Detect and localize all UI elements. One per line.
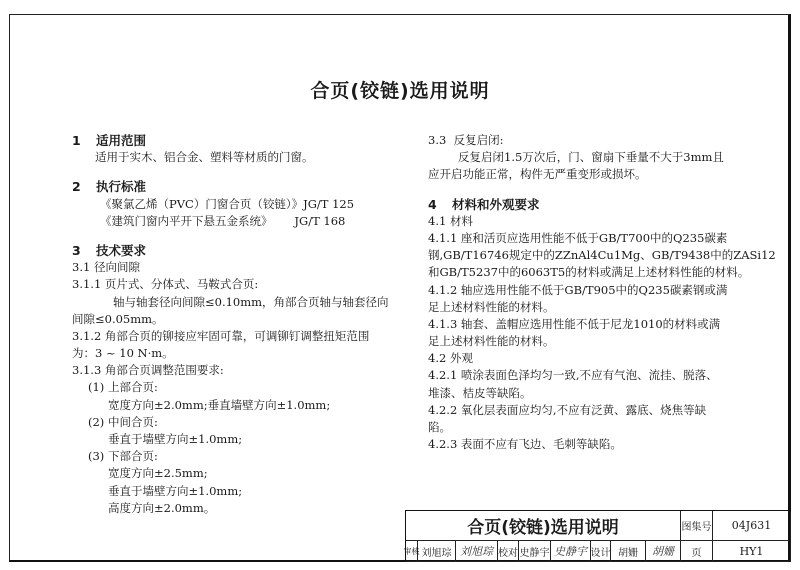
section-number: 1 bbox=[72, 133, 81, 148]
section-heading-scope bbox=[72, 132, 402, 149]
text-line: 垂直于墙壁方向±1.0mm; bbox=[108, 432, 243, 446]
design-label: 设计 bbox=[591, 541, 611, 562]
atlas-number: 04J631 bbox=[713, 511, 791, 541]
section-number: 3 bbox=[72, 242, 81, 258]
page-label: 页 bbox=[681, 541, 713, 562]
review-label: 审核 bbox=[406, 541, 418, 562]
section-number: 2 bbox=[72, 179, 81, 195]
text-line: 堆漆、桔皮等缺陷。 bbox=[428, 385, 532, 400]
proof-label: 校对 bbox=[498, 541, 519, 562]
section-title: 技术要求 bbox=[96, 242, 147, 258]
text-line: 《建筑门窗内平开下悬五金系统》 JG/T 168 bbox=[100, 213, 346, 228]
text-line: 4.1.1 座和活页应选用性能不低于GB/T700中的Q235碳素 bbox=[428, 230, 728, 245]
title-block-title: 合页(铰链)选用说明 bbox=[406, 511, 681, 541]
section-heading-materials bbox=[428, 196, 788, 213]
text-line: 4.1.3 轴套、盖帽应选用性能不低于尼龙1010的材料或满 bbox=[428, 316, 721, 331]
text-line: 3.3 反复启闭: bbox=[428, 133, 504, 147]
text-line: 为：3 ~ 10 N·m。 bbox=[72, 346, 174, 361]
section-heading-standards bbox=[72, 178, 402, 195]
proofreader-signature: 史静宇 bbox=[551, 541, 591, 562]
text-line: 宽度方向±2.5mm; bbox=[108, 466, 208, 481]
section-title: 适用范围 bbox=[96, 133, 147, 148]
text-line: 4.1 材料 bbox=[428, 213, 473, 228]
text-line: 间隙≤0.05mm。 bbox=[72, 311, 164, 326]
proofreader-name: 史静宇 bbox=[519, 541, 551, 562]
section-title: 执行标准 bbox=[96, 179, 147, 195]
text-line: (3) 下部合页: bbox=[88, 449, 158, 464]
designer-name: 胡姗 bbox=[611, 541, 646, 562]
section-number: 4 bbox=[428, 196, 437, 212]
reviewer-name: 刘旭琮 bbox=[418, 541, 456, 562]
text-line: 宽度方向±2.0mm;垂直墙壁方向±1.0mm; bbox=[108, 397, 331, 412]
page-title: 合页(铰链)选用说明 bbox=[310, 80, 490, 102]
text-line: (1) 上部合页: bbox=[88, 380, 158, 395]
text-line: 3.1 径向间隙 bbox=[72, 260, 140, 275]
reviewer-signature: 刘旭琮 bbox=[456, 541, 498, 562]
text-line: 和GB/T5237中的6063T5的材料或满足上述材料性能的材料。 bbox=[428, 265, 750, 280]
page-number: HY1 bbox=[713, 541, 791, 562]
atlas-label: 图集号 bbox=[681, 511, 713, 541]
text-line: 足上述材料性能的材料。 bbox=[428, 299, 555, 314]
section-title: 材料和外观要求 bbox=[452, 196, 540, 212]
title-block bbox=[405, 510, 790, 561]
text-line: 足上述材料性能的材料。 bbox=[428, 334, 555, 349]
text-line: 应开启功能正常，构件无严重变形或损坏。 bbox=[428, 167, 647, 182]
text-line: 3.1.3 角部合页调整范围要求: bbox=[72, 363, 224, 378]
text-line: 3.1.1 页片式、分体式、马鞍式合页: bbox=[72, 277, 259, 292]
text-line: 垂直于墙壁方向±1.0mm; bbox=[108, 483, 243, 498]
text-line: 陷。 bbox=[428, 420, 451, 434]
text-line: 4.2.3 表面不应有飞边、毛刺等缺陷。 bbox=[428, 437, 622, 452]
text-line: 4.2.2 氧化层表面应均匀,不应有泛黄、露底、烧焦等缺 bbox=[428, 402, 707, 417]
text-line: 3.1.2 角部合页的铆接应牢固可靠，可调铆钉调整扭矩范围 bbox=[72, 328, 370, 343]
section-heading-technical bbox=[72, 242, 402, 259]
text-line: (2) 中间合页: bbox=[88, 414, 158, 429]
designer-signature: 胡姗 bbox=[646, 541, 681, 562]
text-line: 4.2.1 喷涂表面色泽均匀一致,不应有气泡、流挂、脱落、 bbox=[428, 368, 718, 383]
text-line: 钢,GB/T16746规定中的ZZnAl4Cu1Mg、GB/T9438中的ZASi12 bbox=[428, 248, 776, 263]
text-line: 4.1.2 轴应选用性能不低于GB/T905中的Q235碳素钢或满 bbox=[428, 282, 728, 297]
text-line: 高度方向±2.0mm。 bbox=[108, 500, 216, 515]
left-column bbox=[72, 132, 402, 517]
text-line: 适用于实木、铝合金、塑料等材质的门窗。 bbox=[95, 150, 314, 165]
text-line: 反复启闭1.5万次后，门、窗扇下垂量不大于3mm且 bbox=[458, 150, 724, 165]
text-line: 《聚氯乙烯（PVC）门窗合页（铰链）》JG/T 125 bbox=[100, 196, 355, 211]
right-column bbox=[428, 132, 788, 453]
text-line: 4.2 外观 bbox=[428, 351, 473, 366]
text-line: 轴与轴套径向间隙≤0.10mm，角部合页轴与轴套径向 bbox=[113, 294, 389, 309]
